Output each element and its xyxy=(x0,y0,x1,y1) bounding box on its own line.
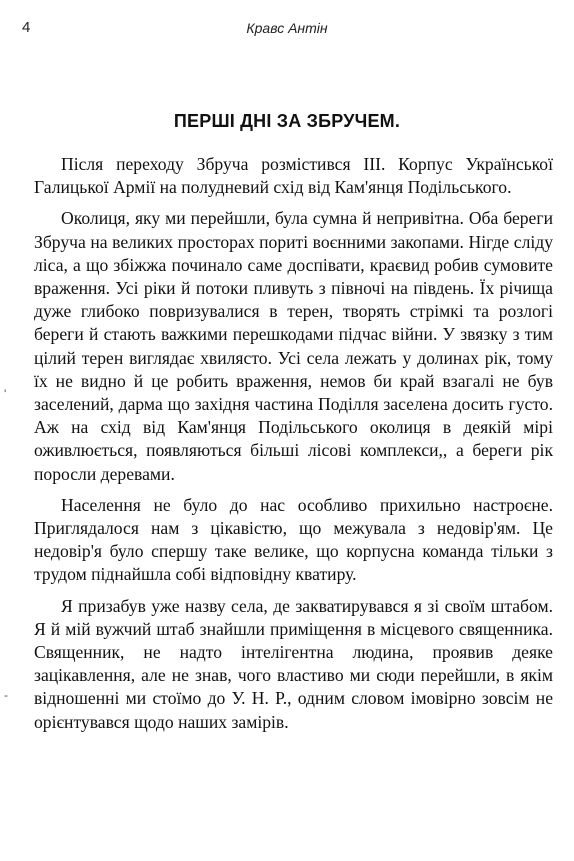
paragraph: Після переходу Збруча розмістився III. Корпус Української Галицької Армії на полудневий схід від Кам'янця Подільського. xyxy=(34,154,553,198)
body-text xyxy=(34,153,553,742)
running-head: Кравс Антін xyxy=(246,20,328,36)
paragraph: Околиця, яку ми перейшли, була сумна й непривітна. Оба береги Збруча на великих просторах пориті воєнними закопами. Нігде сліду ліса, а що збіжжа починало саме доспівати, краєвид робив сумовите враження. Усі ріки й потоки пливуть з півночі на південь. Їх річища дуже глибоко повризувалися в терен, творять стрімкі та розлогі береги й стають важкими перешкодами підчас війни. У звязку з тим цілий терен виглядає хвилясто. Усі села лежать у долинах рік, тому їх не видно й це робить враження, немов би край взагалі не був заселений, дарма що західня частина Поділля заселена досить густо. Аж на схід від Кам'янця Подільського околиця в деякій мірі оживлюється, появляються більші лісові комплекси,, а береги рік поросли деревами. xyxy=(34,208,553,484)
paragraph: Населення не було до нас особливо прихильно настроєне. Приглядалося нам з цікавістю, що межувала з недовір'ям. Це недовір'я було спершу таке велике, що корпусна команда тільки з трудом піднайшла собі відповідну кватиру. xyxy=(34,494,553,585)
paragraph: Я призабув уже назву села, де закватирувався я зі своїм штабом. Я й мій вужчий штаб знайшли приміщення в місцевого священника. Священник, не надто інтелігентна людина, проявив деяке зацікавлення, але не знав, чого властиво ми сюди перейшли, в якім відношенні ми стоїмо до У. Н. Р., одним словом імовірно зовсім не орієнтувався щодо наших замірів. xyxy=(34,595,553,732)
chapter-title: ПЕРШІ ДНІ ЗА ЗБРУЧЕМ. xyxy=(173,111,401,131)
page-number: 4 xyxy=(22,19,31,36)
margin-mark: ' xyxy=(4,387,7,401)
margin-mark: - xyxy=(4,688,8,702)
